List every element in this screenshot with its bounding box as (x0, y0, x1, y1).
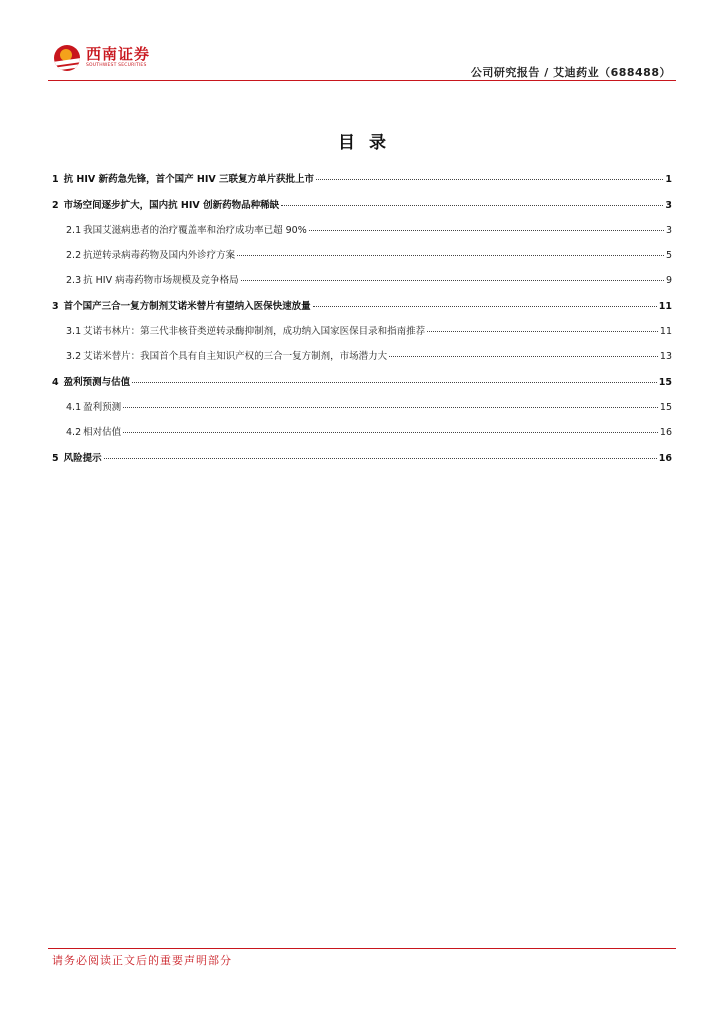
toc-dot-leader (123, 432, 658, 433)
toc-page-number: 5 (665, 250, 672, 261)
toc-dot-leader (281, 205, 663, 206)
toc-page-number: 11 (658, 301, 672, 312)
header-divider (48, 80, 676, 81)
toc-entry-text: 首个国产三合一复方制剂艾诺米替片有望纳入医保快速放量 (63, 301, 311, 312)
toc-entry-text: 盈利预测 (83, 402, 122, 413)
toc-entry-label[interactable] (66, 222, 307, 236)
toc-entry[interactable] (52, 171, 672, 188)
toc-entry-text: 抗逆转录病毒药物及国内外诊疗方案 (83, 250, 236, 261)
toc-entry[interactable] (52, 323, 672, 340)
logo-chinese-name: 西南证券 (86, 45, 151, 64)
logo-english-name: SOUTHWEST SECURITIES (86, 63, 147, 69)
toc-entry-text: 风险提示 (63, 453, 102, 464)
footer-divider (48, 948, 676, 949)
toc-entry-label[interactable] (52, 374, 130, 388)
toc-entry-label[interactable] (66, 247, 235, 261)
toc-entry-number: 2.2 (66, 250, 82, 261)
toc-page-number: 3 (665, 200, 672, 211)
toc-page-number: 15 (659, 402, 672, 413)
toc-page-number: 16 (658, 453, 672, 464)
toc-entry-text: 相对估值 (83, 427, 122, 438)
toc-entry-number: 5 (52, 453, 59, 464)
toc-entry-number: 3 (52, 301, 59, 312)
toc-entry[interactable] (52, 424, 672, 441)
toc-entry[interactable] (52, 222, 672, 239)
toc-dot-leader (241, 280, 664, 281)
toc-page-number: 13 (659, 351, 672, 362)
toc-entry-label[interactable] (66, 424, 121, 438)
toc-entry-label[interactable] (52, 298, 311, 312)
toc-entry[interactable] (52, 348, 672, 365)
toc-entry[interactable] (52, 247, 672, 264)
toc-entry-label[interactable] (66, 399, 121, 413)
toc-entry-label[interactable] (52, 171, 314, 185)
toc-page-number: 16 (659, 427, 672, 438)
toc-entry-text: 抗 HIV 病毒药物市场规模及竞争格局 (83, 275, 239, 286)
toc-dot-leader (313, 306, 657, 307)
toc-entry-number: 2.3 (66, 275, 82, 286)
report-header-title: 公司研究报告 / 艾迪药业（688488） (470, 66, 671, 79)
toc-page-number: 1 (665, 174, 672, 185)
logo-sun-icon (54, 45, 80, 71)
toc-entry-label[interactable] (66, 272, 239, 286)
toc-entry[interactable] (52, 374, 672, 391)
toc-dot-leader (237, 255, 664, 256)
toc-entry-text: 我国艾滋病患者的治疗覆盖率和治疗成功率已超 90% (83, 225, 307, 236)
toc-entry-number: 4.1 (66, 402, 82, 413)
table-of-contents (52, 168, 672, 467)
toc-entry-text: 艾诺米替片：我国首个具有自主知识产权的三合一复方制剂，市场潜力大 (83, 351, 388, 362)
toc-entry-number: 4 (52, 377, 59, 388)
toc-entry[interactable] (52, 272, 672, 289)
toc-entry-text: 市场空间逐步扩大，国内抗 HIV 创新药物品种稀缺 (63, 200, 280, 211)
toc-dot-leader (316, 179, 663, 180)
company-logo (54, 44, 150, 72)
toc-entry-label[interactable] (66, 348, 387, 362)
toc-entry[interactable] (52, 450, 672, 467)
toc-entry-number: 3.1 (66, 326, 82, 337)
toc-entry-label[interactable] (52, 450, 102, 464)
toc-dot-leader (132, 382, 657, 383)
toc-dot-leader (389, 356, 658, 357)
toc-entry-number: 1 (52, 174, 59, 185)
toc-entry-number: 3.2 (66, 351, 82, 362)
toc-entry-number: 4.2 (66, 427, 82, 438)
toc-entry[interactable] (52, 197, 672, 214)
toc-entry[interactable] (52, 399, 672, 416)
toc-entry-label[interactable] (52, 197, 279, 211)
toc-entry-number: 2 (52, 200, 59, 211)
toc-page-number: 15 (658, 377, 672, 388)
toc-dot-leader (427, 331, 658, 332)
toc-page-number: 11 (659, 326, 672, 337)
toc-entry-text: 艾诺韦林片：第三代非核苷类逆转录酶抑制剂，成功纳入国家医保目录和指南推荐 (83, 326, 426, 337)
toc-entry-text: 盈利预测与估值 (63, 377, 131, 388)
toc-entry-label[interactable] (66, 323, 425, 337)
toc-dot-leader (104, 458, 657, 459)
toc-entry-number: 2.1 (66, 225, 82, 236)
toc-page-number: 3 (665, 225, 672, 236)
toc-dot-leader (309, 230, 664, 231)
toc-dot-leader (123, 407, 658, 408)
toc-page-number: 9 (665, 275, 672, 286)
toc-entry[interactable] (52, 298, 672, 315)
toc-title: 目录 (338, 133, 400, 153)
footer-disclaimer: 请务必阅读正文后的重要声明部分 (52, 954, 232, 967)
toc-entry-text: 抗 HIV 新药急先锋，首个国产 HIV 三联复方单片获批上市 (63, 174, 315, 185)
